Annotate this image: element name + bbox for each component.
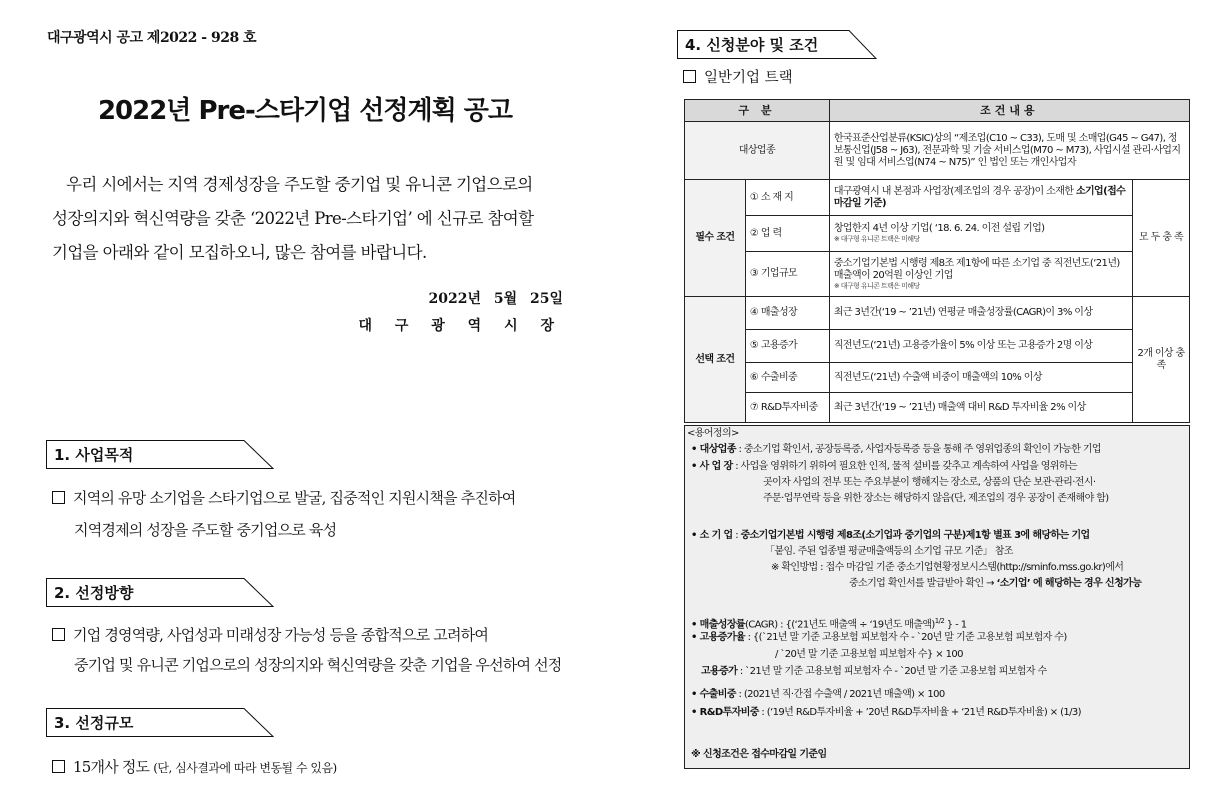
section-heading-purpose: 1. 사업목적: [46, 440, 274, 469]
issuer: 대 구 광 역 시 장: [358, 318, 563, 334]
industry-label: 대상업종: [685, 122, 830, 180]
def-site-cont: 곳이자 사업의 전부 또는 주요부분이 행해지는 장소로, 상품의 단순 보관·관리·전시·: [763, 477, 1096, 488]
col-header-category: 구 분: [685, 100, 830, 122]
conditions-table: [684, 99, 1190, 423]
def-industry: • 대상업종 : 중소기업 확인서, 공장등록증, 사업자등록증 등을 통해 주 영위업종의 확인이 가능한 기업: [691, 444, 1101, 455]
checkbox-square-icon: [52, 760, 65, 773]
selective-label: 선택 조건: [685, 297, 746, 423]
def-small-cont: 중소기업 확인서를 발급받아 확인 → ‘소기업’ 에 해당하는 경우 신청가능: [849, 578, 1142, 589]
checkbox-square-icon: [52, 628, 65, 641]
condition-name: ⑦ R&D투자비중: [745, 393, 829, 423]
table-row-sales-growth: [685, 297, 1190, 330]
condition-name: ② 업 력: [745, 216, 829, 252]
required-label: 필수 조건: [685, 180, 746, 297]
table-row-rnd: [685, 393, 1190, 423]
condition-text: 창업한지 4년 이상 기업( ‘18. 6. 24. 이전 설립 기업) ※ 대구형 유니콘 트랙은 미해당: [829, 216, 1132, 252]
checkbox-square-icon: [683, 70, 696, 83]
def-small-cont: 「붙임. 주된 업종별 평균매출액등의 소기업 규모 기준」 참조: [765, 546, 1013, 557]
table-row-history: [685, 216, 1190, 252]
section-heading-direction: 2. 선정방향: [46, 578, 274, 607]
definitions-box: [684, 425, 1190, 769]
condition-name: ① 소 재 지: [745, 180, 829, 216]
condition-name: ⑤ 고용증가: [745, 330, 829, 363]
definitions-title: <용어정의>: [687, 428, 739, 439]
table-header-row: [685, 100, 1190, 122]
condition-text: 최근 3년간(‘19 ~ ’21년) 매출액 대비 R&D 투자비율 2% 이상: [829, 393, 1132, 423]
condition-text: 최근 3년간(‘19 ~ ’21년) 연평균 매출성장률(CAGR)이 3% 이상: [829, 297, 1132, 330]
selective-right-note: 2개 이상 충 족: [1133, 297, 1190, 423]
section-heading-scale: 3. 선정규모: [46, 708, 274, 737]
table-row-location: [685, 180, 1190, 216]
intro-paragraph: [52, 168, 564, 270]
def-footer: ※ 신청조건은 접수마감일 기준임: [691, 749, 827, 760]
purpose-bullet-cont: 지역경제의 성장을 주도할 중기업으로 육성: [74, 521, 337, 539]
notice-number: 대구광역시 공고 제2022 - 928 호: [47, 30, 257, 46]
def-rnd: • R&D투자비중 : (‘19년 R&D투자비율 + ’20년 R&D투자비율 + ‘21년 R&D투자비율) × (1/3): [691, 707, 1081, 718]
table-row-employment: [685, 330, 1190, 363]
def-site: • 사 업 장 : 사업을 영위하기 위하여 필요한 인적, 물적 설비를 갖추고 계속하여 사업을 영위하는: [691, 461, 1077, 472]
document-title: 2022년 Pre-스타기업 선정계획 공고: [97, 96, 513, 126]
condition-name: ④ 매출성장: [745, 297, 829, 330]
condition-text: 대구광역시 내 본점과 사업장(제조업의 경우 공장)이 소재한 소기업(접수마감일 기준): [829, 180, 1132, 216]
track-label: 일반기업 트랙: [683, 66, 793, 87]
condition-text: 직전년도(‘21년) 고용증가율이 5% 이상 또는 고용증가 2명 이상: [829, 330, 1132, 363]
table-row-size: [685, 252, 1190, 297]
table-row-export: [685, 363, 1190, 393]
condition-text: 직전년도(‘21년) 수출액 비중이 매출액의 10% 이상: [829, 363, 1132, 393]
checkbox-square-icon: [52, 491, 65, 504]
direction-bullet: 기업 경영역량, 사업성과 미래성장 가능성 등을 종합적으로 고려하여: [52, 621, 488, 649]
def-emp-rate-cont: / `20년 말 기준 고용보험 피보험자 수} × 100: [775, 649, 963, 660]
def-export: • 수출비중 : (2021년 직·간접 수출액 / 2021년 매출액) × 100: [691, 689, 945, 700]
def-emp-rate: • 고용증가율 : {(`21년 말 기준 고용보험 피보험자 수 - `20년 말 기준 고용보험 피보험자 수): [691, 632, 1067, 643]
direction-bullet-cont: 중기업 및 유니콘 기업으로의 성장의지와 혁신역량을 갖춘 기업을 우선하여 선정: [74, 656, 562, 674]
required-right-note: 모 두 충 족: [1133, 180, 1190, 297]
def-small: • 소 기 업 : 중소기업기본법 시행령 제8조(소기업과 중기업의 구분)제1항 별표 3에 해당하는 기업: [691, 530, 1090, 541]
purpose-bullet: 지역의 유망 소기업을 스타기업으로 발굴, 집중적인 지원시책을 추진하여: [52, 484, 515, 512]
def-small-cont: ※ 확인방법 : 접수 마감일 기준 중소기업현황정보시스템(http://sminfo.mss.go.kr)에서: [771, 562, 1124, 573]
scale-bullet: 15개사 정도 (단, 심사결과에 따라 변동될 수 있음): [52, 753, 337, 782]
intro-line: 우리 시에서는 지역 경제성장을 주도할 중기업 및 유니콘 기업으로의: [66, 175, 533, 194]
intro-line: 기업을 아래와 같이 모집하오니, 많은 참여를 바랍니다.: [52, 243, 427, 262]
table-row-industry: [685, 122, 1190, 180]
industry-text: 한국표준산업분류(KSIC)상의 “제조업(C10 ~ C33), 도매 및 소매업(G45 ~ G47), 정보통신업(J58 ~ J63), 전문과학 및 기술 서비스업(M70 ~ M73), 사업시설 관리·사업지원 및 임대 서비스업(N74 ~ N75)” 인 법인 또는 개인사업자: [829, 122, 1189, 180]
def-cagr: • 매출성장률(CAGR) : {(‘21년도 매출액 ÷ ‘19년도 매출액)$^{1/2}$ } - 1: [691, 617, 967, 631]
condition-name: ③ 기업규모: [745, 252, 829, 297]
def-emp-inc: 고용증가 : `21년 말 기준 고용보험 피보험자 수 - `20년 말 기준 고용보험 피보험자 수: [701, 666, 1047, 677]
col-header-content: 조건내용: [829, 100, 1189, 122]
intro-line: 성장의지와 혁신역량을 갖춘 ‘2022년 Pre-스타기업’ 에 신규로 참여할: [52, 209, 534, 228]
condition-text: 중소기업기본법 시행령 제8조 제1항에 따른 소기업 중 직전년도(‘21년) 매출액이 20억원 이상인 기업 ※ 대구형 유니콘 트랙은 미해당: [829, 252, 1132, 297]
notice-date: 2022년 5월 25일: [428, 291, 563, 307]
section-heading-conditions: 4. 신청분야 및 조건: [677, 30, 877, 59]
def-site-cont: 주문·업무연락 등을 위한 장소는 해당하지 않음(단, 제조업의 경우 공장이 존재해야 함): [763, 493, 1109, 504]
condition-name: ⑥ 수출비중: [745, 363, 829, 393]
